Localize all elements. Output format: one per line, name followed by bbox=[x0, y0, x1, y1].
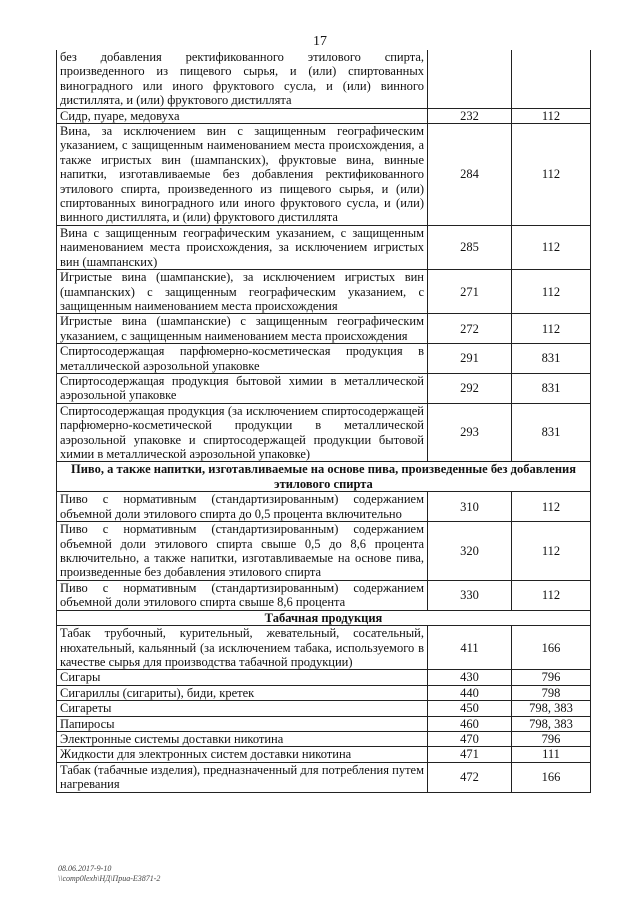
document-footer bbox=[58, 864, 160, 884]
product-description: Игристые вина (шампанские) с защищенным географическим указанием, с защищенным наименованием места происхождения bbox=[57, 314, 428, 344]
section-heading-row bbox=[57, 462, 591, 492]
product-code: 440 bbox=[428, 685, 512, 700]
table-row bbox=[57, 373, 591, 403]
product-description: Сигары bbox=[57, 670, 428, 685]
product-code: 470 bbox=[428, 731, 512, 746]
product-description: Электронные системы доставки никотина bbox=[57, 731, 428, 746]
product-description: Табак (табачные изделия), предназначенный для потребления путем нагревания bbox=[57, 762, 428, 792]
table-row bbox=[57, 108, 591, 123]
table-row bbox=[57, 685, 591, 700]
product-description: Пиво с нормативным (стандартизированным) содержанием объемной доли этилового спирта до 0,5 процента включительно bbox=[57, 492, 428, 522]
table-row bbox=[57, 731, 591, 746]
unit-code bbox=[512, 50, 591, 108]
product-code: 471 bbox=[428, 747, 512, 762]
unit-code: 831 bbox=[512, 344, 591, 374]
product-description: Спиртосодержащая продукция бытовой химии в металлической аэрозольной упаковке bbox=[57, 373, 428, 403]
product-description: Вина, за исключением вин с защищенным географическим указанием, с защищенным наименованием места происхождения, а также игристых вин (шампанских), фруктовые вина, винные напитки, изготавливаемые без добавления ректификованного этилового спирта, произведенного из пищевого сырья, и (или) спиртованных виноградного или иного фруктового сусла, и (или) винного дистиллята, и (или) фруктового дистиллята bbox=[57, 124, 428, 226]
product-code: 292 bbox=[428, 373, 512, 403]
footer-path-line: \\comp0lexh\НД\Приа-E3871-2 bbox=[58, 874, 161, 883]
unit-code: 796 bbox=[512, 670, 591, 685]
product-description: Пиво с нормативным (стандартизированным) содержанием объемной доли этилового спирта свыше 0,5 до 8,6 процента включительно, а также напитки, изготавливаемые на основе пива, произведенные без добавления этилового спирта bbox=[57, 522, 428, 581]
product-code: 472 bbox=[428, 762, 512, 792]
unit-code: 112 bbox=[512, 270, 591, 314]
product-code: 272 bbox=[428, 314, 512, 344]
product-description: Жидкости для электронных систем доставки никотина bbox=[57, 747, 428, 762]
product-description: Сигареты bbox=[57, 701, 428, 716]
table-row bbox=[57, 522, 591, 581]
product-code: 430 bbox=[428, 670, 512, 685]
table-row bbox=[57, 50, 591, 108]
unit-code: 112 bbox=[512, 580, 591, 610]
product-description: без добавления ректификованного этилового спирта, произведенного из пищевого сырья, и (или) спиртованных виноградного или иного фруктового сусла, и (или) винного дистиллята, и (или) фруктового дистиллята bbox=[57, 50, 428, 108]
table-row bbox=[57, 747, 591, 762]
unit-code: 112 bbox=[512, 314, 591, 344]
unit-code: 798, 383 bbox=[512, 716, 591, 731]
page-number: 17 bbox=[313, 34, 327, 49]
table-row bbox=[57, 270, 591, 314]
product-description: Табак трубочный, курительный, жевательный, сосательный, нюхательный, кальянный (за исключением табака, используемого в качестве сырья для производства табачной продукции) bbox=[57, 626, 428, 670]
unit-code: 166 bbox=[512, 626, 591, 670]
unit-code: 831 bbox=[512, 373, 591, 403]
product-code: 320 bbox=[428, 522, 512, 581]
table-row bbox=[57, 716, 591, 731]
unit-code: 112 bbox=[512, 492, 591, 522]
unit-code: 112 bbox=[512, 124, 591, 226]
product-code: 232 bbox=[428, 108, 512, 123]
product-code: 460 bbox=[428, 716, 512, 731]
product-code: 450 bbox=[428, 701, 512, 716]
unit-code: 798, 383 bbox=[512, 701, 591, 716]
product-code: 291 bbox=[428, 344, 512, 374]
footer-date-line: 08.06.2017-9-10 bbox=[58, 864, 112, 873]
table-row bbox=[57, 403, 591, 462]
product-code: 330 bbox=[428, 580, 512, 610]
product-code-table bbox=[56, 50, 591, 793]
product-description: Спиртосодержащая парфюмерно-косметическая продукция в металлической аэрозольной упаковке bbox=[57, 344, 428, 374]
section-heading: Пиво, а также напитки, изготавливаемые на основе пива, произведенные без добавления этилового спирта bbox=[57, 462, 591, 492]
product-code: 293 bbox=[428, 403, 512, 462]
unit-code: 112 bbox=[512, 108, 591, 123]
unit-code: 166 bbox=[512, 762, 591, 792]
product-description: Сигариллы (сигариты), биди, кретек bbox=[57, 685, 428, 700]
unit-code: 798 bbox=[512, 685, 591, 700]
product-code: 285 bbox=[428, 225, 512, 269]
product-description: Пиво с нормативным (стандартизированным) содержанием объемной доли этилового спирта свыше 8,6 процента bbox=[57, 580, 428, 610]
table-row bbox=[57, 762, 591, 792]
product-description: Вина с защищенным географическим указанием, с защищенным наименованием места происхождения, за исключением игристых вин (шампанских) bbox=[57, 225, 428, 269]
table-row bbox=[57, 344, 591, 374]
product-description: Спиртосодержащая продукция (за исключением спиртосодержащей парфюмерно-косметической продукции в металлической аэрозольной упаковке и спиртосодержащей продукции бытовой химии в металлической аэрозольной упаковке) bbox=[57, 403, 428, 462]
product-code: 284 bbox=[428, 124, 512, 226]
table-row bbox=[57, 580, 591, 610]
product-code bbox=[428, 50, 512, 108]
table-row bbox=[57, 492, 591, 522]
product-description: Папиросы bbox=[57, 716, 428, 731]
table-row bbox=[57, 701, 591, 716]
section-heading-row bbox=[57, 610, 591, 626]
unit-code: 796 bbox=[512, 731, 591, 746]
product-code: 310 bbox=[428, 492, 512, 522]
table-row bbox=[57, 124, 591, 226]
product-code: 411 bbox=[428, 626, 512, 670]
table-row bbox=[57, 670, 591, 685]
table-row bbox=[57, 225, 591, 269]
unit-code: 112 bbox=[512, 522, 591, 581]
unit-code: 111 bbox=[512, 747, 591, 762]
unit-code: 831 bbox=[512, 403, 591, 462]
table-row bbox=[57, 626, 591, 670]
product-description: Сидр, пуаре, медовуха bbox=[57, 108, 428, 123]
unit-code: 112 bbox=[512, 225, 591, 269]
table-row bbox=[57, 314, 591, 344]
section-heading: Табачная продукция bbox=[57, 610, 591, 626]
product-description: Игристые вина (шампанские), за исключением игристых вин (шампанских) с защищенным географическим указанием, с защищенным наименованием места происхождения bbox=[57, 270, 428, 314]
product-code: 271 bbox=[428, 270, 512, 314]
